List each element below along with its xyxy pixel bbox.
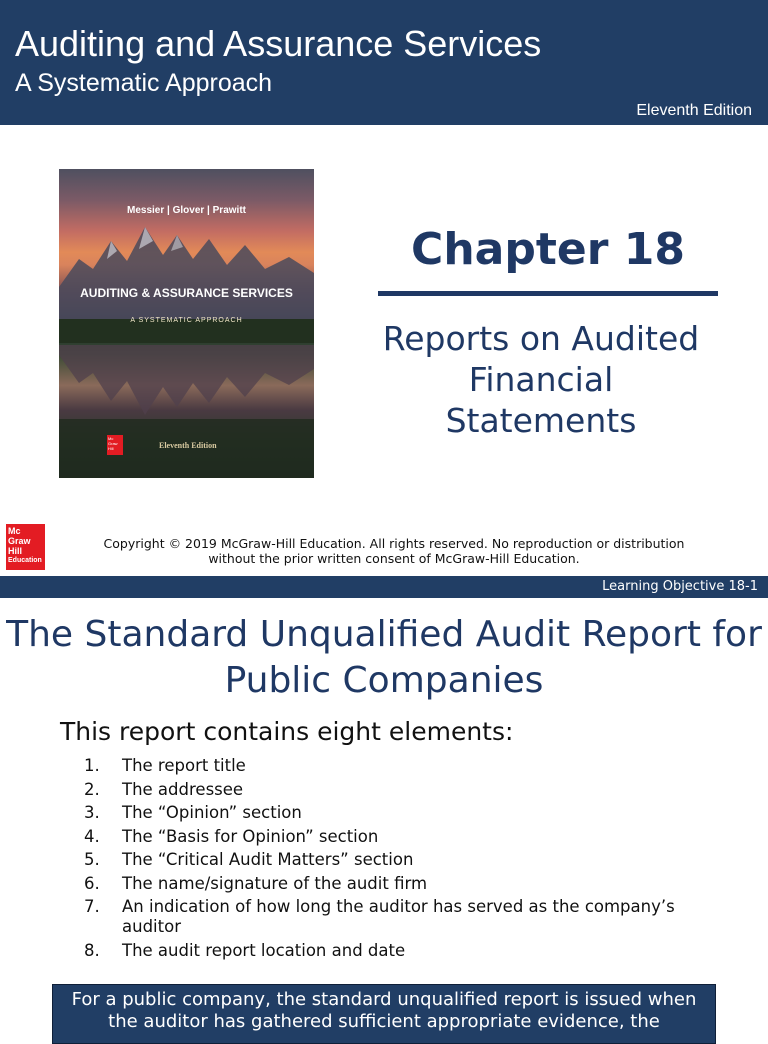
mcgraw-hill-logo <box>6 524 45 570</box>
book-edition: Eleventh Edition <box>636 102 752 119</box>
item-number: 1. <box>84 756 100 775</box>
list-item <box>84 803 724 823</box>
slide-title: The Standard Unqualified Audit Report for Public Companies <box>6 614 762 701</box>
item-text: The name/signature of the audit firm <box>122 873 428 893</box>
item-number: 6. <box>84 873 100 893</box>
item-number: 2. <box>84 779 100 799</box>
book-subtitle: A Systematic Approach <box>15 69 273 97</box>
logo-line: Graw <box>8 536 31 546</box>
item-number: 5. <box>84 850 100 869</box>
slide-header <box>0 0 768 125</box>
item-number: 8. <box>84 940 100 960</box>
item-text: The “Basis for Opinion” section <box>122 826 379 846</box>
item-number: 7. <box>84 897 100 916</box>
item-text: The report title <box>122 756 246 775</box>
cover-subtitle: A SYSTEMATIC APPROACH <box>130 317 243 324</box>
copyright-line: Copyright © 2019 McGraw-Hill Education. All rights reserved. No reproduction or distribution <box>103 536 685 551</box>
list-item <box>84 827 724 847</box>
learning-objective-bar <box>0 576 768 598</box>
chapter-number: Chapter 18 <box>411 224 685 275</box>
copyright-notice <box>60 536 728 566</box>
item-text: An indication of how long the auditor has served as the company’s auditor <box>122 897 675 936</box>
learning-objective-label: Learning Objective 18-1 <box>602 579 758 594</box>
copyright-line: without the prior written consent of McGraw-Hill Education. <box>208 551 580 566</box>
logo-line: Hill <box>8 546 23 556</box>
chapter-divider <box>378 291 718 296</box>
callout-box: For a public company, the standard unqualified report is issued when the auditor has gathered sufficient appropriate evidence, the <box>52 984 716 1044</box>
cover-publisher-logo: Mc Graw Hill <box>107 435 123 455</box>
item-text: The addressee <box>122 779 244 799</box>
item-text: The “Opinion” section <box>122 803 302 822</box>
item-number: 3. <box>84 803 100 822</box>
item-text: The “Critical Audit Matters” section <box>122 850 414 869</box>
book-cover-image <box>59 169 314 478</box>
slide-intro: This report contains eight elements: <box>60 717 514 746</box>
cover-title: AUDITING & ASSURANCE SERVICES <box>80 286 293 300</box>
list-item <box>84 850 724 870</box>
report-elements-list <box>84 756 724 964</box>
logo-line: Mc <box>8 526 21 536</box>
cover-authors: Messier | Glover | Prawitt <box>127 205 246 216</box>
list-item <box>84 941 724 961</box>
item-number: 4. <box>84 826 100 846</box>
chapter-title: Reports on Audited Financial Statements <box>382 319 700 440</box>
list-item <box>84 897 724 937</box>
cover-edition: Eleventh Edition <box>159 441 217 450</box>
book-title: Auditing and Assurance Services <box>15 23 542 64</box>
list-item <box>84 780 724 800</box>
list-item <box>84 874 724 894</box>
logo-line: Education <box>8 557 42 564</box>
item-text: The audit report location and date <box>122 940 406 960</box>
list-item <box>84 756 724 776</box>
